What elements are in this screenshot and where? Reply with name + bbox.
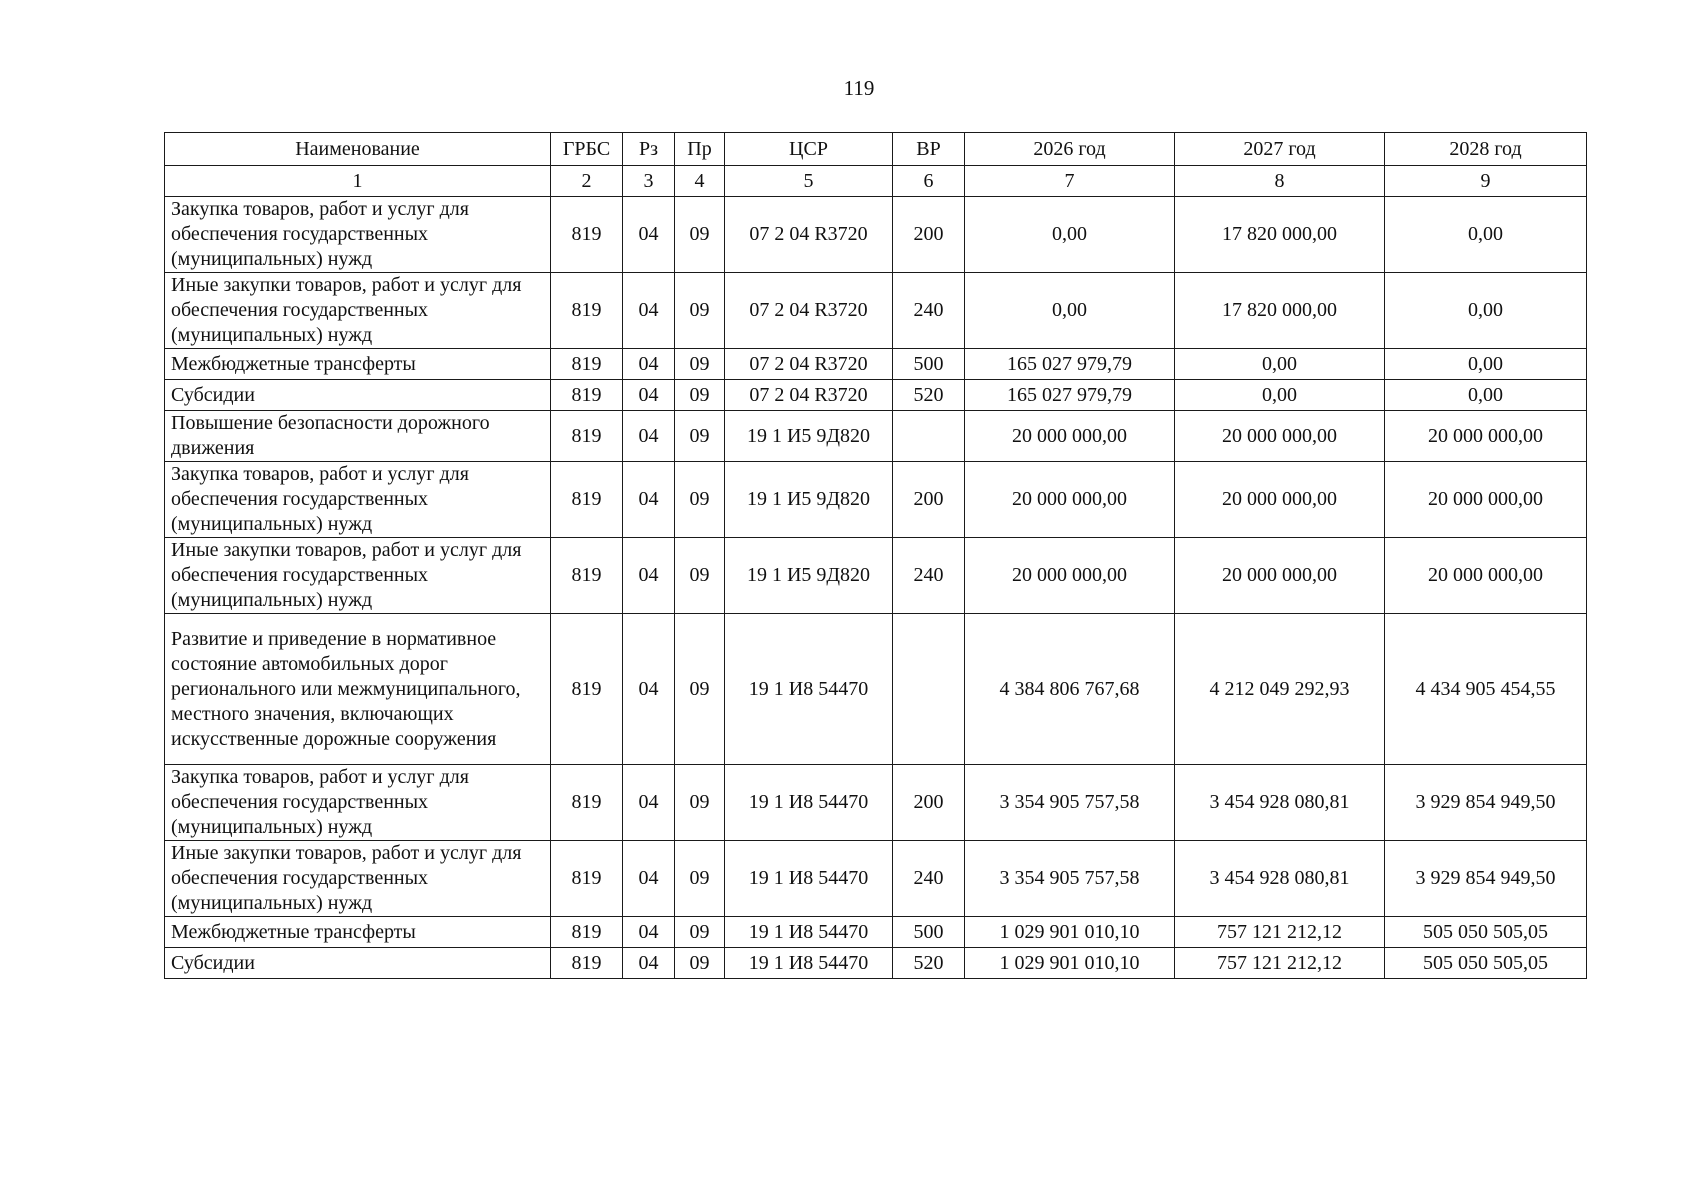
csr-cell: 19 1 И8 54470 bbox=[725, 841, 893, 917]
vr-cell: 520 bbox=[893, 380, 965, 411]
amount-2028: 505 050 505,05 bbox=[1385, 917, 1587, 948]
table-row bbox=[165, 765, 1587, 841]
grbs-cell: 819 bbox=[551, 380, 623, 411]
pr-cell: 09 bbox=[675, 349, 725, 380]
grbs-cell: 819 bbox=[551, 411, 623, 462]
amount-2026: 20 000 000,00 bbox=[965, 462, 1175, 538]
grbs-cell: 819 bbox=[551, 538, 623, 614]
rz-cell: 04 bbox=[623, 197, 675, 273]
amount-2027: 20 000 000,00 bbox=[1175, 411, 1385, 462]
pr-cell: 09 bbox=[675, 948, 725, 979]
csr-cell: 07 2 04 R3720 bbox=[725, 273, 893, 349]
grbs-cell: 819 bbox=[551, 462, 623, 538]
row-name: Закупка товаров, работ и услуг для обеспечения государственных (муниципальных) нужд bbox=[165, 462, 551, 538]
pr-cell: 09 bbox=[675, 917, 725, 948]
table-row bbox=[165, 917, 1587, 948]
pr-cell: 09 bbox=[675, 765, 725, 841]
rz-cell: 04 bbox=[623, 462, 675, 538]
amount-2028: 20 000 000,00 bbox=[1385, 411, 1587, 462]
header-cell: Рз bbox=[623, 133, 675, 166]
vr-cell bbox=[893, 411, 965, 462]
row-name: Субсидии bbox=[165, 948, 551, 979]
csr-cell: 07 2 04 R3720 bbox=[725, 349, 893, 380]
amount-2026: 20 000 000,00 bbox=[965, 538, 1175, 614]
index-cell: 3 bbox=[623, 166, 675, 197]
amount-2028: 4 434 905 454,55 bbox=[1385, 614, 1587, 765]
amount-2027: 20 000 000,00 bbox=[1175, 538, 1385, 614]
row-name: Закупка товаров, работ и услуг для обеспечения государственных (муниципальных) нужд bbox=[165, 197, 551, 273]
budget-table bbox=[164, 132, 1587, 979]
table-row bbox=[165, 614, 1587, 765]
csr-cell: 19 1 И8 54470 bbox=[725, 765, 893, 841]
amount-2026: 165 027 979,79 bbox=[965, 380, 1175, 411]
row-name: Закупка товаров, работ и услуг для обеспечения государственных (муниципальных) нужд bbox=[165, 765, 551, 841]
amount-2026: 20 000 000,00 bbox=[965, 411, 1175, 462]
amount-2028: 0,00 bbox=[1385, 197, 1587, 273]
rz-cell: 04 bbox=[623, 614, 675, 765]
grbs-cell: 819 bbox=[551, 841, 623, 917]
page-number: 119 bbox=[843, 76, 875, 100]
amount-2026: 1 029 901 010,10 bbox=[965, 948, 1175, 979]
vr-cell: 500 bbox=[893, 349, 965, 380]
amount-2028: 3 929 854 949,50 bbox=[1385, 765, 1587, 841]
amount-2027: 0,00 bbox=[1175, 380, 1385, 411]
index-cell: 4 bbox=[675, 166, 725, 197]
rz-cell: 04 bbox=[623, 765, 675, 841]
amount-2026: 0,00 bbox=[965, 197, 1175, 273]
index-cell: 5 bbox=[725, 166, 893, 197]
amount-2027: 3 454 928 080,81 bbox=[1175, 765, 1385, 841]
row-name: Повышение безопасности дорожного движения bbox=[165, 411, 551, 462]
header-cell: ВР bbox=[893, 133, 965, 166]
rz-cell: 04 bbox=[623, 349, 675, 380]
index-cell: 9 bbox=[1385, 166, 1587, 197]
row-name: Развитие и приведение в нормативное состояние автомобильных дорог регионального или межмуниципального, местного значения, включающих искусственные дорожные сооружения bbox=[165, 614, 551, 765]
vr-cell: 200 bbox=[893, 197, 965, 273]
row-name: Иные закупки товаров, работ и услуг для обеспечения государственных (муниципальных) нужд bbox=[165, 273, 551, 349]
rz-cell: 04 bbox=[623, 948, 675, 979]
index-cell: 6 bbox=[893, 166, 965, 197]
pr-cell: 09 bbox=[675, 462, 725, 538]
amount-2026: 3 354 905 757,58 bbox=[965, 765, 1175, 841]
header-cell: ЦСР bbox=[725, 133, 893, 166]
amount-2028: 0,00 bbox=[1385, 380, 1587, 411]
csr-cell: 19 1 И5 9Д820 bbox=[725, 462, 893, 538]
amount-2026: 4 384 806 767,68 bbox=[965, 614, 1175, 765]
amount-2026: 3 354 905 757,58 bbox=[965, 841, 1175, 917]
csr-cell: 07 2 04 R3720 bbox=[725, 197, 893, 273]
amount-2026: 1 029 901 010,10 bbox=[965, 917, 1175, 948]
pr-cell: 09 bbox=[675, 197, 725, 273]
pr-cell: 09 bbox=[675, 538, 725, 614]
row-name: Субсидии bbox=[165, 380, 551, 411]
vr-cell: 500 bbox=[893, 917, 965, 948]
vr-cell: 200 bbox=[893, 462, 965, 538]
amount-2027: 0,00 bbox=[1175, 349, 1385, 380]
header-row bbox=[165, 133, 1587, 166]
header-cell: Пр bbox=[675, 133, 725, 166]
amount-2028: 20 000 000,00 bbox=[1385, 462, 1587, 538]
header-cell: ГРБС bbox=[551, 133, 623, 166]
table-row bbox=[165, 841, 1587, 917]
vr-cell: 520 bbox=[893, 948, 965, 979]
table-row bbox=[165, 197, 1587, 273]
table-row bbox=[165, 273, 1587, 349]
rz-cell: 04 bbox=[623, 841, 675, 917]
header-cell: 2026 год bbox=[965, 133, 1175, 166]
grbs-cell: 819 bbox=[551, 614, 623, 765]
table-row bbox=[165, 411, 1587, 462]
rz-cell: 04 bbox=[623, 538, 675, 614]
row-name: Иные закупки товаров, работ и услуг для обеспечения государственных (муниципальных) нужд bbox=[165, 841, 551, 917]
amount-2027: 4 212 049 292,93 bbox=[1175, 614, 1385, 765]
amount-2028: 20 000 000,00 bbox=[1385, 538, 1587, 614]
index-cell: 2 bbox=[551, 166, 623, 197]
csr-cell: 19 1 И5 9Д820 bbox=[725, 538, 893, 614]
table-row bbox=[165, 380, 1587, 411]
vr-cell: 240 bbox=[893, 841, 965, 917]
vr-cell: 200 bbox=[893, 765, 965, 841]
csr-cell: 19 1 И8 54470 bbox=[725, 917, 893, 948]
vr-cell: 240 bbox=[893, 538, 965, 614]
header-cell: 2027 год bbox=[1175, 133, 1385, 166]
header-cell: 2028 год bbox=[1385, 133, 1587, 166]
grbs-cell: 819 bbox=[551, 197, 623, 273]
row-name: Иные закупки товаров, работ и услуг для обеспечения государственных (муниципальных) нужд bbox=[165, 538, 551, 614]
grbs-cell: 819 bbox=[551, 765, 623, 841]
csr-cell: 19 1 И5 9Д820 bbox=[725, 411, 893, 462]
index-cell: 7 bbox=[965, 166, 1175, 197]
column-index-row bbox=[165, 166, 1587, 197]
amount-2028: 3 929 854 949,50 bbox=[1385, 841, 1587, 917]
pr-cell: 09 bbox=[675, 411, 725, 462]
index-cell: 8 bbox=[1175, 166, 1385, 197]
amount-2028: 0,00 bbox=[1385, 349, 1587, 380]
table-row bbox=[165, 948, 1587, 979]
amount-2027: 757 121 212,12 bbox=[1175, 948, 1385, 979]
csr-cell: 19 1 И8 54470 bbox=[725, 614, 893, 765]
table-row bbox=[165, 349, 1587, 380]
table-row bbox=[165, 538, 1587, 614]
row-name: Межбюджетные трансферты bbox=[165, 917, 551, 948]
grbs-cell: 819 bbox=[551, 349, 623, 380]
grbs-cell: 819 bbox=[551, 917, 623, 948]
vr-cell: 240 bbox=[893, 273, 965, 349]
rz-cell: 04 bbox=[623, 380, 675, 411]
pr-cell: 09 bbox=[675, 273, 725, 349]
rz-cell: 04 bbox=[623, 411, 675, 462]
row-name: Межбюджетные трансферты bbox=[165, 349, 551, 380]
index-cell: 1 bbox=[165, 166, 551, 197]
pr-cell: 09 bbox=[675, 841, 725, 917]
grbs-cell: 819 bbox=[551, 948, 623, 979]
amount-2027: 17 820 000,00 bbox=[1175, 197, 1385, 273]
csr-cell: 07 2 04 R3720 bbox=[725, 380, 893, 411]
vr-cell bbox=[893, 614, 965, 765]
amount-2026: 165 027 979,79 bbox=[965, 349, 1175, 380]
grbs-cell: 819 bbox=[551, 273, 623, 349]
header-cell: Наименование bbox=[165, 133, 551, 166]
pr-cell: 09 bbox=[675, 380, 725, 411]
amount-2027: 3 454 928 080,81 bbox=[1175, 841, 1385, 917]
csr-cell: 19 1 И8 54470 bbox=[725, 948, 893, 979]
amount-2026: 0,00 bbox=[965, 273, 1175, 349]
amount-2027: 17 820 000,00 bbox=[1175, 273, 1385, 349]
table-row bbox=[165, 462, 1587, 538]
amount-2028: 505 050 505,05 bbox=[1385, 948, 1587, 979]
pr-cell: 09 bbox=[675, 614, 725, 765]
rz-cell: 04 bbox=[623, 917, 675, 948]
rz-cell: 04 bbox=[623, 273, 675, 349]
amount-2027: 20 000 000,00 bbox=[1175, 462, 1385, 538]
amount-2027: 757 121 212,12 bbox=[1175, 917, 1385, 948]
amount-2028: 0,00 bbox=[1385, 273, 1587, 349]
